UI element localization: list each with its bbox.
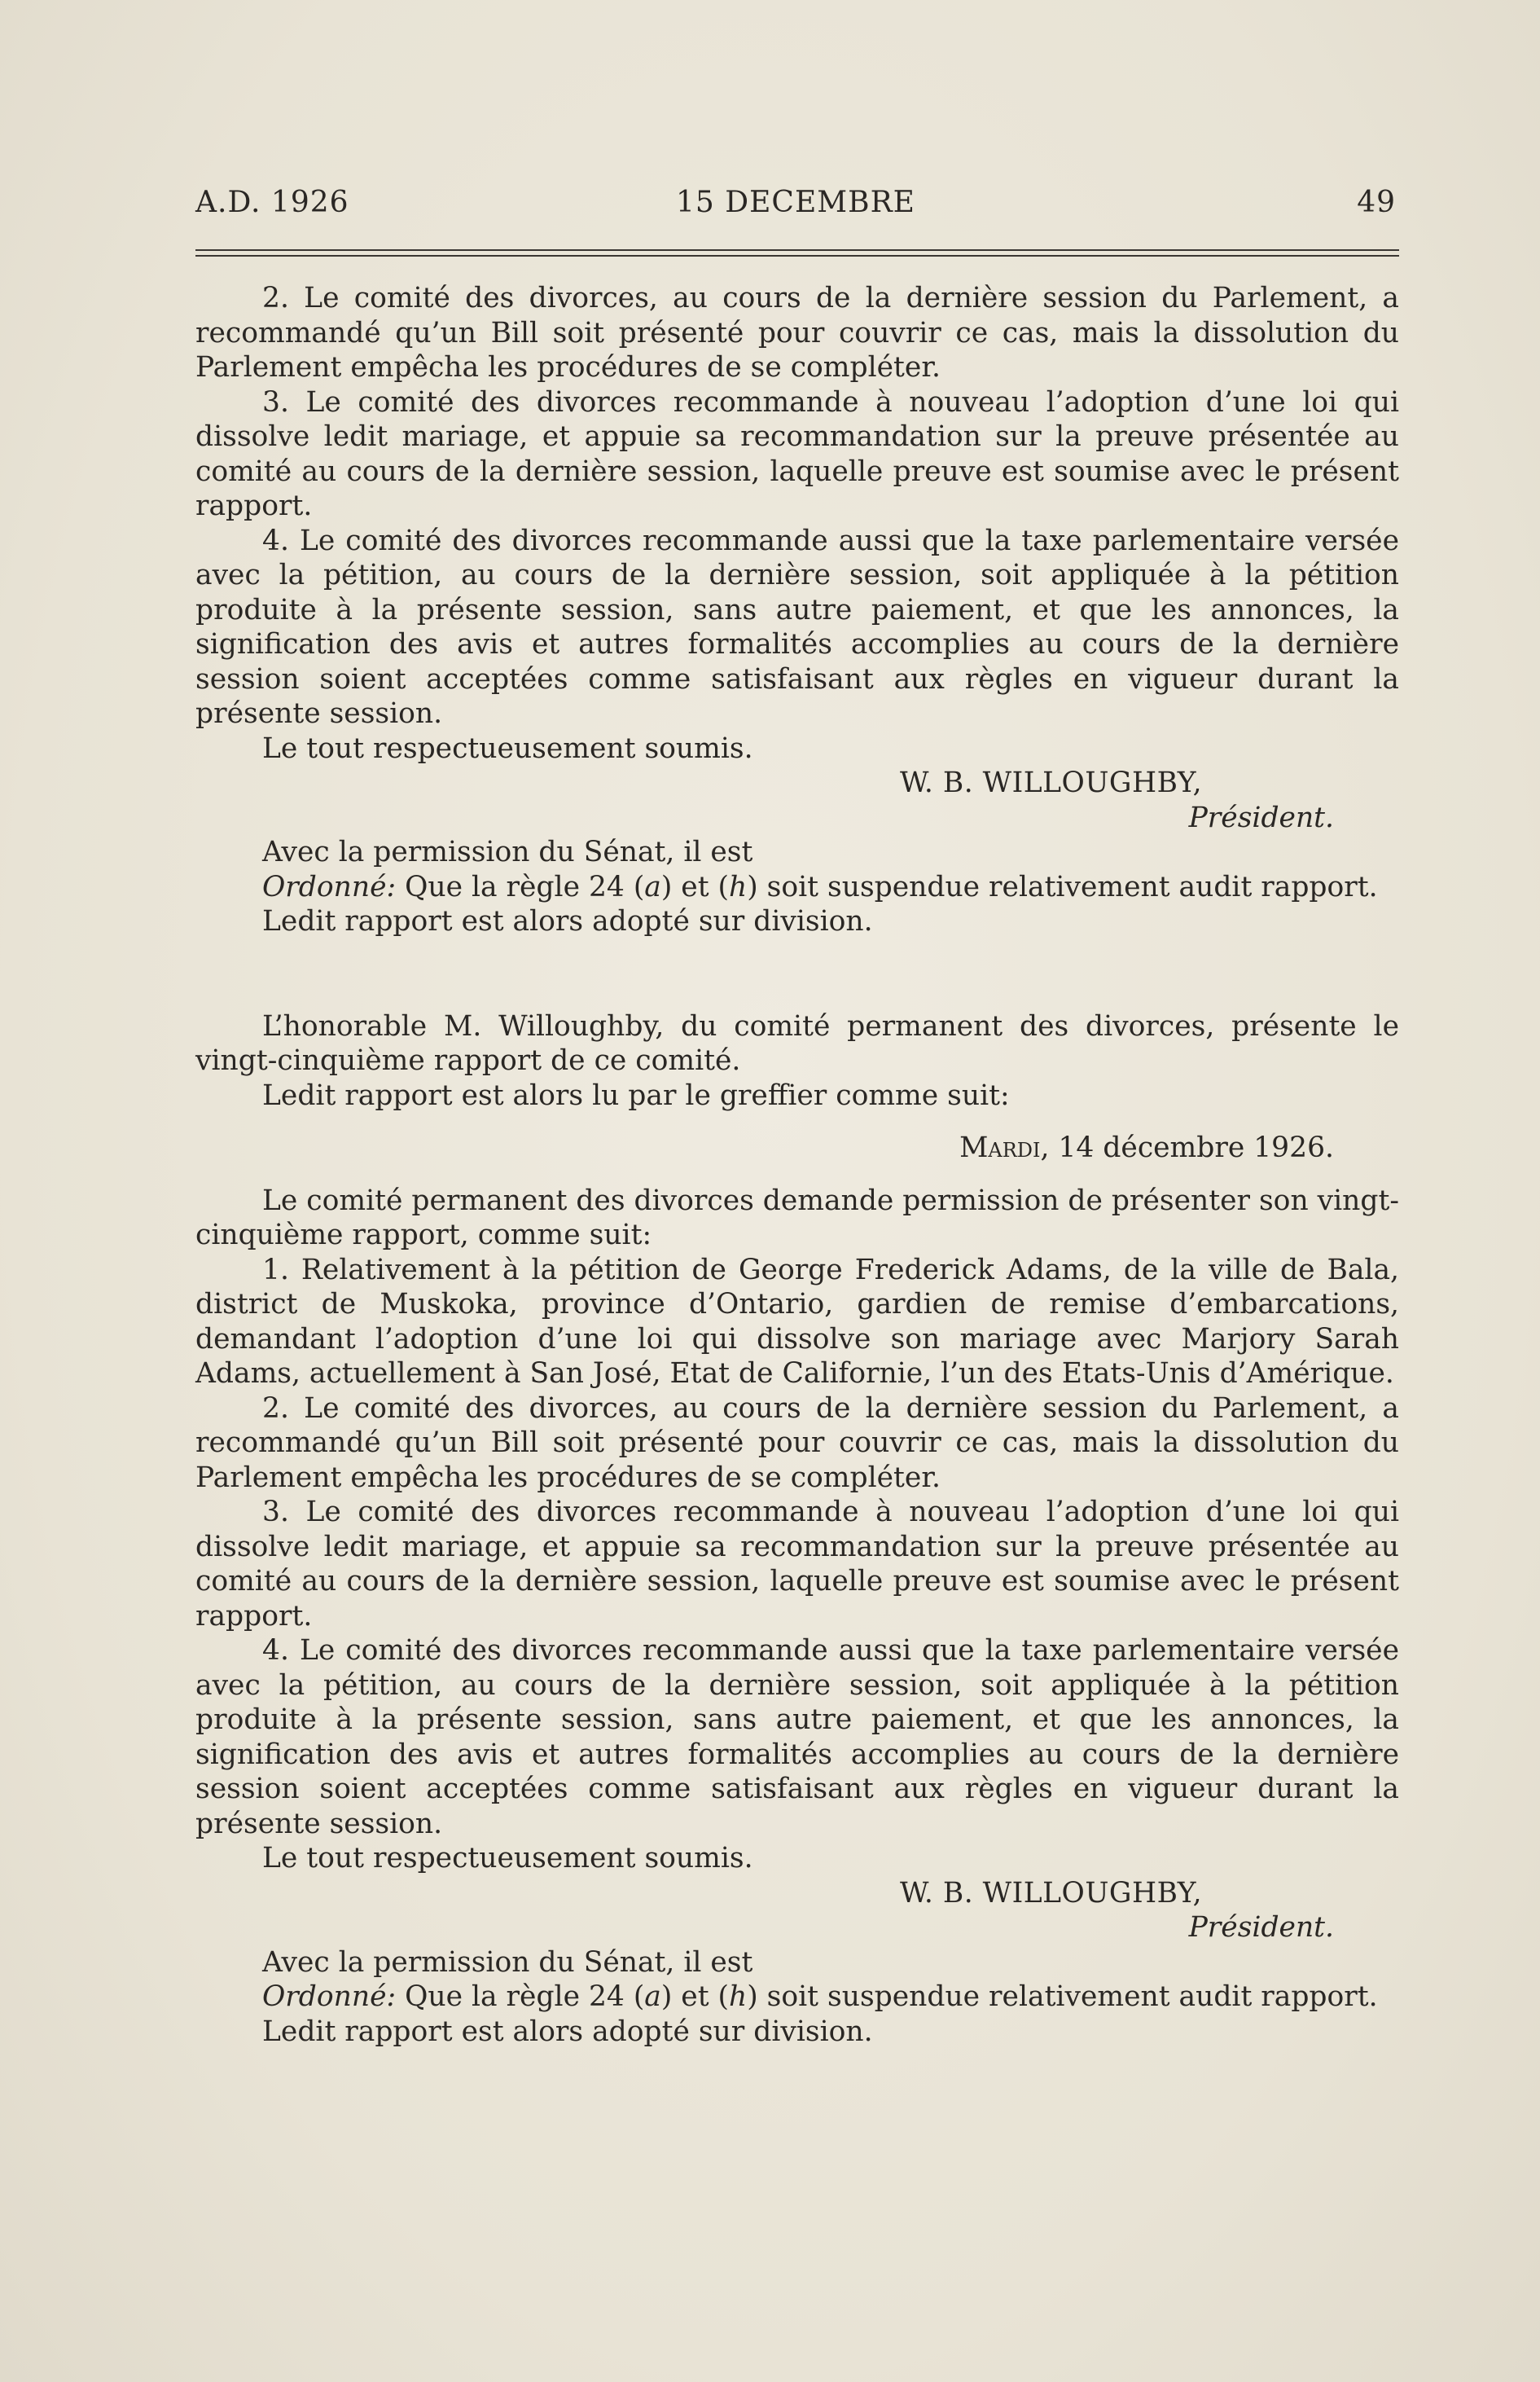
header-year: A.D. 1926	[195, 186, 349, 219]
section1-ordonne	[195, 870, 1399, 905]
section2-date-day: Mardi	[959, 1132, 1041, 1164]
section1-ordonne-text-a: Que la règle 24 (	[396, 870, 645, 903]
document-body	[195, 281, 1399, 2049]
section1-ordonne-text-b: ) et (	[660, 870, 730, 903]
section-gap	[195, 939, 1399, 1009]
section2-closing: Le tout respectueusement soumis.	[262, 1842, 753, 1874]
section2-ordonne-text-c: ) soit suspendue relativement audit rapport.	[747, 1980, 1378, 2013]
section2-paragraph-4: 4. Le comité des divorces recommande aussi que la taxe parlementaire versée avec la pétition, au cours de la dernière session, soit appliquée à la pétition produite à la présente session, sans autre paiement, et que les annonces, la signification des avis et autres formalités accomplies au cours de la dernière session soient acceptées comme satisfaisant aux règles en vigueur durant la présente session.	[195, 1634, 1399, 1840]
section2-ordonne-label: Ordonné:	[262, 1980, 397, 2013]
section1-paragraph-3: 3. Le comité des divorces recommande à nouveau l’adoption d’une loi qui dissolve ledit mariage, et appuie sa recommandation sur la preuve présentée au comité au cours de la dernière session, laquelle preuve est soumise avec le présent rapport.	[195, 385, 1399, 522]
section2-signature-name: W. B. WILLOUGHBY,	[900, 1876, 1203, 1910]
section1-permission: Avec la permission du Sénat, il est	[262, 836, 753, 868]
section1-ordonne-a: a	[644, 870, 661, 903]
section2-ordonne-text-b: ) et (	[660, 1980, 730, 2013]
section2-signature-title: Président.	[1188, 1911, 1334, 1944]
section2-ordonne-text-a: Que la règle 24 (	[396, 1980, 645, 2013]
section1-ordonne-text-c: ) soit suspendue relativement audit rapport.	[747, 870, 1378, 903]
section2-date	[195, 1131, 1399, 1166]
section1-signature-title: Président.	[1188, 801, 1334, 834]
section1-ordonne-h: h	[729, 870, 748, 903]
page-number: 49	[1357, 186, 1396, 219]
section1-paragraph-2: 2. Le comité des divorces, au cours de la dernière session du Parlement, a recommandé qu’un Bill soit présenté pour couvrir ce cas, mais la dissolution du Parlement empêcha les procédures de se compléter.	[195, 282, 1399, 384]
section1-adopted: Ledit rapport est alors adopté sur division.	[262, 905, 873, 938]
page-header	[195, 186, 1396, 226]
section2-paragraph-3: 3. Le comité des divorces recommande à nouveau l’adoption d’une loi qui dissolve ledit mariage, et appuie sa recommandation sur la preuve présentée au comité au cours de la dernière session, laquelle preuve est soumise avec le présent rapport.	[195, 1496, 1399, 1633]
header-rule-top	[195, 249, 1399, 251]
section2-adopted: Ledit rapport est alors adopté sur division.	[262, 2015, 873, 2048]
section2-ordonne-h: h	[729, 1980, 748, 2013]
section1-signature-name: W. B. WILLOUGHBY,	[900, 767, 1203, 799]
section2-date-rest: , 14 décembre 1926.	[1040, 1132, 1334, 1164]
section2-permission: Avec la permission du Sénat, il est	[262, 1945, 753, 1979]
section1-ordonne-label: Ordonné:	[262, 870, 397, 903]
section2-request: Le comité permanent des divorces demande permission de présenter son vingt-cinquième rapport, comme suit:	[195, 1184, 1399, 1251]
header-date: 15 DECEMBRE	[676, 186, 915, 219]
section2-ordonne-a: a	[644, 1980, 661, 2013]
section1-paragraph-4: 4. Le comité des divorces recommande aussi que la taxe parlementaire versée avec la pétition, au cours de la dernière session, soit appliquée à la pétition produite à la présente session, sans autre paiement, et que les annonces, la signification des avis et autres formalités accomplies au cours de la dernière session soient acceptées comme satisfaisant aux règles en vigueur durant la présente session.	[195, 524, 1399, 730]
section2-read: Ledit rapport est alors lu par le greffier comme suit:	[262, 1079, 1010, 1112]
section2-paragraph-1: 1. Relativement à la pétition de George Frederick Adams, de la ville de Bala, district de Muskoka, province d’Ontario, gardien de remise d’embarcations, demandant l’adoption d’une loi qui dissolve son mariage avec Marjory Sarah Adams, actuellement à San José, Etat de Californie, l’un des Etats-Unis d’Amérique.	[195, 1253, 1399, 1390]
header-rule-bottom	[195, 255, 1399, 257]
section2-intro: L’honorable M. Willoughby, du comité permanent des divorces, présente le vingt-cinquième rapport de ce comité.	[195, 1009, 1399, 1077]
section2-paragraph-2: 2. Le comité des divorces, au cours de la dernière session du Parlement, a recommandé qu’un Bill soit présenté pour couvrir ce cas, mais la dissolution du Parlement empêcha les procédures de se compléter.	[195, 1391, 1399, 1494]
section1-closing: Le tout respectueusement soumis.	[262, 732, 753, 765]
section2-ordonne	[195, 1980, 1399, 2015]
